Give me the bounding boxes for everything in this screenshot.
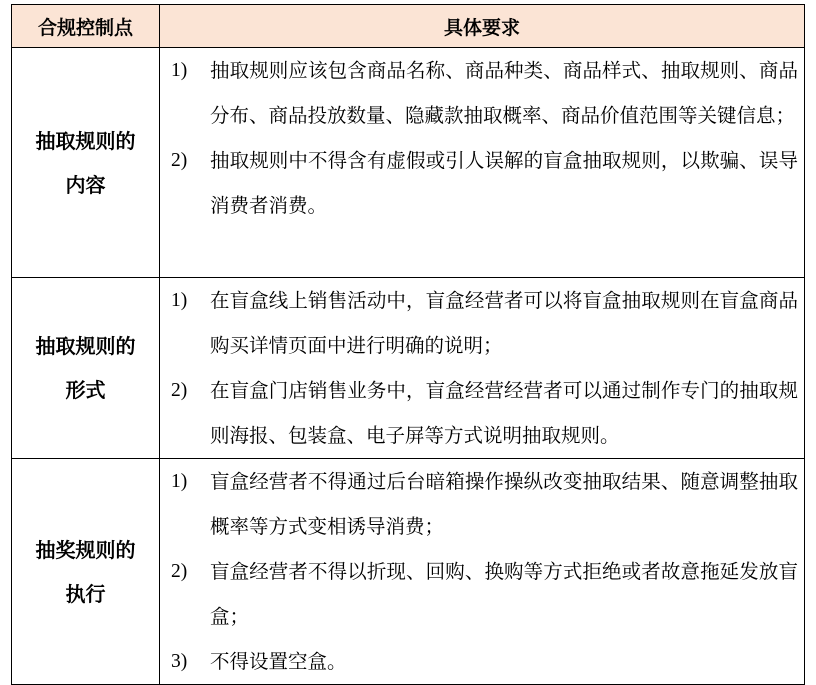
requirements-cell (160, 48, 805, 278)
item-text: 抽取规则中不得含有虚假或引人误解的盲盒抽取规则，以欺骗、误导消费者消费。 (210, 149, 798, 217)
item-text: 盲盒经营者不得通过后台暗箱操作操纵改变抽取结果、随意调整抽取概率等方式变相诱导消费； (210, 470, 798, 538)
requirement-item (160, 639, 804, 684)
requirement-item (160, 48, 804, 138)
control-point-line1: 抽取规则的 (35, 128, 136, 153)
control-point-line1: 抽取规则的 (35, 334, 136, 358)
control-point-line2: 执行 (65, 581, 106, 606)
requirements-cell (160, 459, 805, 685)
compliance-table (11, 4, 805, 685)
requirement-item (160, 138, 804, 228)
table-row (12, 459, 805, 685)
item-text: 在盲盒线上销售活动中，盲盒经营者可以将盲盒抽取规则在盲盒商品购买详情页面中进行明确的说明； (210, 289, 798, 357)
item-text: 不得设置空盒。 (210, 650, 347, 673)
requirement-item (160, 459, 804, 549)
table-row (12, 48, 805, 278)
header-requirements: 具体要求 (160, 5, 805, 48)
control-point-cell (12, 48, 160, 278)
control-point-line1: 抽奖规则的 (35, 537, 136, 562)
item-number: 1) (171, 471, 188, 492)
requirement-item (160, 368, 804, 458)
control-point-cell (12, 459, 160, 685)
control-point-line2: 形式 (65, 378, 106, 402)
item-number: 1) (171, 290, 188, 311)
item-number: 3) (171, 651, 188, 672)
control-point-cell (12, 278, 160, 459)
item-text: 盲盒经营者不得以折现、回购、换购等方式拒绝或者故意拖延发放盲盒； (210, 560, 798, 628)
requirements-cell (160, 278, 805, 459)
requirement-item (160, 549, 804, 639)
item-number: 2) (171, 561, 188, 582)
control-point-line2: 内容 (65, 172, 106, 197)
header-control-point: 合规控制点 (12, 5, 160, 48)
item-number: 2) (171, 380, 188, 401)
item-number: 1) (171, 60, 188, 81)
requirement-item (160, 278, 804, 368)
item-number: 2) (171, 150, 188, 171)
header-row (12, 5, 805, 48)
item-text: 抽取规则应该包含商品名称、商品种类、商品样式、抽取规则、商品分布、商品投放数量、隐藏款抽取概率、商品价值范围等关键信息； (210, 59, 798, 127)
table-row (12, 278, 805, 459)
item-text: 在盲盒门店销售业务中，盲盒经营经营者可以通过制作专门的抽取规则海报、包装盒、电子屏等方式说明抽取规则。 (210, 379, 798, 447)
